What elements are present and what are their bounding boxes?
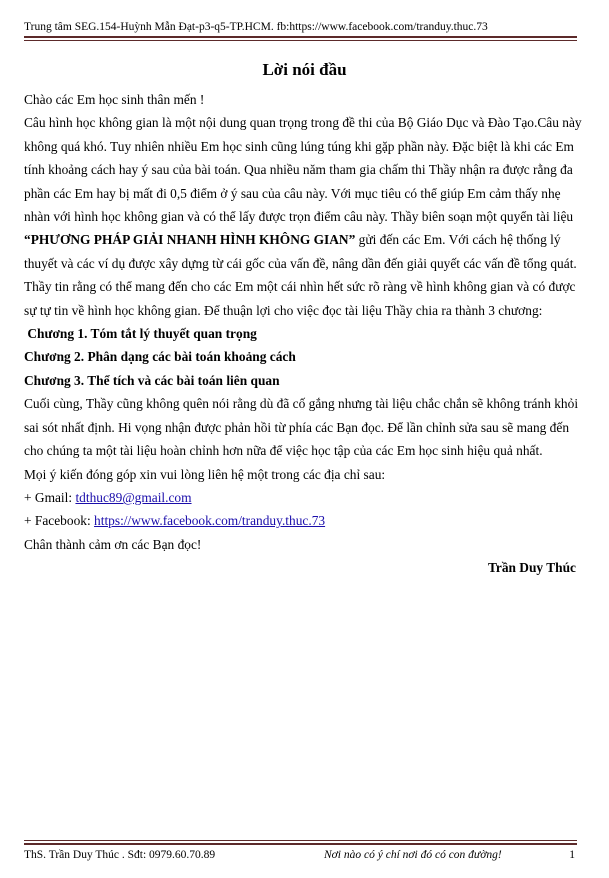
page-header: Trung tâm SEG.154-Huỳnh Mẫn Đạt-p3-q5-TP.HCM. fb:https://www.facebook.com/tranduy.thuc.73	[24, 21, 488, 33]
signature: Trần Duy Thúc	[487, 560, 576, 576]
page-number: 1	[569, 849, 575, 861]
contact-intro: Mọi ý kiến đóng góp xin vui lòng liên hệ một trong các địa chỉ sau:	[24, 466, 386, 482]
facebook-label: + Facebook:	[24, 513, 95, 529]
book-title: “PHƯƠNG PHÁP GIẢI NHANH HÌNH KHÔNG GIAN”	[24, 232, 356, 248]
intro-text-2: gửi đến các Em. Với cách hệ thống lý thuyết và các ví dụ được xây dựng từ cái gốc của vấn đề, nâng dần đến giải quyết các vấn đề tổng quát. Thầy tin rằng có thể mang đến cho các Em một cái nhìn hết sức rõ ràng về hình không gian và có được sự tự tin về hình học không gian. Để thuận lợi cho việc đọc tài liệu Thầy chia ra thành 3 chương:	[24, 232, 577, 318]
gmail-link[interactable]: tdthuc89@gmail.com	[75, 489, 192, 505]
gmail-label: + Gmail:	[24, 489, 76, 505]
facebook-line	[24, 509, 584, 532]
intro-paragraph	[24, 111, 584, 322]
footer-rule-thick	[24, 843, 577, 845]
footer-rule-thin	[24, 840, 577, 841]
greeting: Chào các Em học sinh thân mến !	[24, 92, 205, 107]
header-rule-thin	[24, 40, 577, 41]
gmail-line	[24, 486, 584, 509]
chapter-1: Chương 1. Tóm tắt lý thuyết quan trọng	[24, 326, 257, 342]
footer-author: ThS. Trần Duy Thúc . Sđt: 0979.60.70.89	[24, 849, 216, 861]
document-body	[24, 88, 584, 580]
chapter-3: Chương 3. Thể tích và các bài toán liên quan	[24, 372, 280, 388]
intro-text-1: Câu hình học không gian là một nội dung quan trọng trong đề thi của Bộ Giáo Dục và Đào Tạo.Câu này không quá khó. Tuy nhiên nhiều Em học sinh cũng lúng túng khi gặp phần này. Đặc biệt là khi các Em tính khoảng cách hay ý sau của bài toán. Qua nhiều năm tham gia chấm thi Thầy nhận ra được rằng đa phần các Em hay bị mất đi 0,5 điểm ở ý sau của câu này. Với mục tiêu có thể giúp Em cảm thấy nhẹ nhàn với hình học không gian và có thể lấy được trọn điểm câu này. Thầy biên soạn một quyển tài liệu	[24, 115, 582, 225]
header-rule-thick	[24, 36, 577, 38]
closing-paragraph: Cuối cùng, Thầy cũng không quên nói rằng dù đã cố gắng nhưng tài liệu chắc chắn sẽ không tránh khỏi sai sót nhất định. Hi vọng nhận được phản hồi từ phía các Bạn đọc. Để lần chỉnh sửa sau sẽ mang đến cho chúng ta một tài liệu hoàn chỉnh hơn nữa để việc học tập của các Em học sinh hiệu quả nhất.	[24, 396, 579, 459]
page-title: Lời nói đầu	[262, 60, 347, 79]
facebook-link[interactable]: https://www.facebook.com/tranduy.thuc.73	[94, 513, 326, 529]
footer-motto: Nơi nào có ý chí nơi đó có con đường!	[324, 849, 502, 861]
chapter-2: Chương 2. Phân dạng các bài toán khoảng cách	[24, 349, 296, 365]
thanks: Chân thành cảm ơn các Bạn đọc!	[24, 536, 202, 552]
